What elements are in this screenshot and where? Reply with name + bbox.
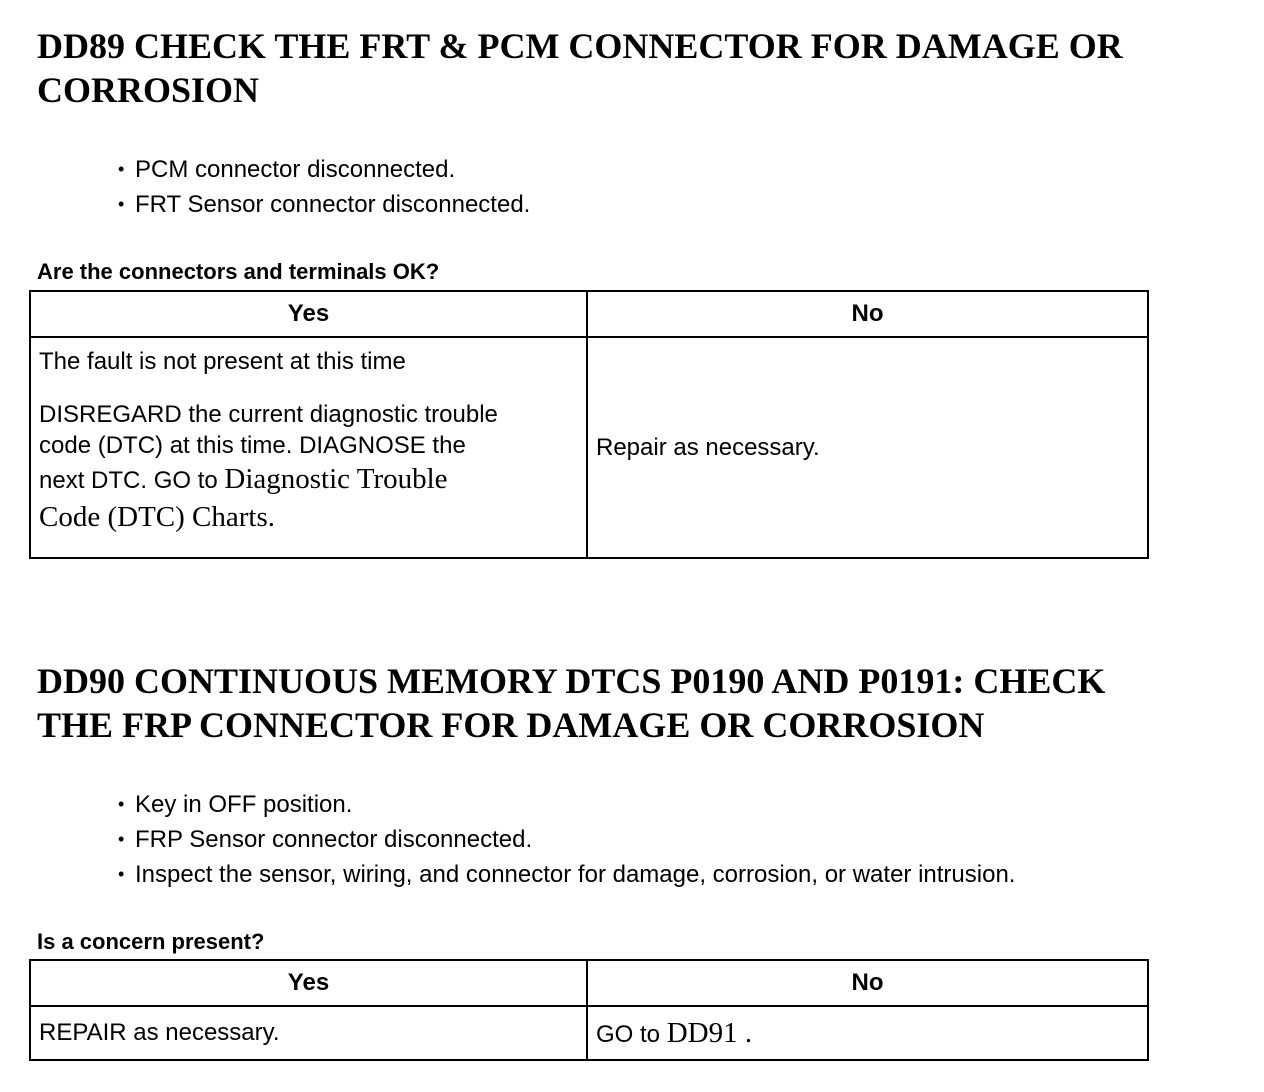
no-column-header: No	[587, 960, 1148, 1006]
bullet-icon: •	[118, 794, 125, 814]
list-item	[118, 822, 1015, 857]
table-row	[30, 337, 1148, 558]
yes-column-header: Yes	[30, 960, 587, 1006]
dd90-heading-line1: DD90 CONTINUOUS MEMORY DTCS P0190 AND P0191: CHECK	[37, 661, 1106, 701]
bullet-icon: •	[118, 829, 125, 849]
list-item-text: FRT Sensor connector disconnected.	[135, 191, 531, 218]
yes-cell-line: DISREGARD the current diagnostic trouble	[39, 401, 498, 428]
yes-column-header: Yes	[30, 291, 587, 337]
dtc-charts-link[interactable]: Diagnostic Trouble	[224, 463, 448, 495]
list-item-text: FRP Sensor connector disconnected.	[135, 826, 533, 853]
dd89-heading	[37, 24, 1237, 112]
list-item	[118, 787, 1015, 822]
table-header-row	[30, 291, 1148, 337]
yes-cell-line: The fault is not present at this time	[39, 348, 406, 375]
dd90-heading	[37, 659, 1237, 747]
dd89-result-table	[29, 290, 1149, 559]
bullet-icon: •	[118, 864, 125, 884]
dd89-question: Are the connectors and terminals OK?	[37, 259, 440, 284]
yes-cell-line	[39, 461, 578, 499]
dtc-charts-link-cont[interactable]: Code (DTC) Charts	[39, 501, 268, 533]
dd90-question: Is a concern present?	[37, 929, 265, 954]
no-cell: Repair as necessary.	[587, 337, 1148, 558]
yes-cell	[30, 337, 587, 558]
dd91-link[interactable]: DD91	[666, 1016, 738, 1049]
dd89-heading-line1: DD89 CHECK THE FRT & PCM CONNECTOR FOR DAMAGE OR	[37, 26, 1123, 66]
bullet-icon: •	[118, 159, 125, 179]
goto-text: next DTC. GO to	[39, 467, 225, 494]
list-item-text: PCM connector disconnected.	[135, 156, 456, 183]
list-item	[118, 187, 530, 222]
dd90-heading-line2: THE FRP CONNECTOR FOR DAMAGE OR CORROSION	[37, 705, 985, 745]
dd90-result-table	[29, 959, 1149, 1061]
goto-text: GO to	[596, 1020, 667, 1048]
yes-cell: REPAIR as necessary.	[30, 1006, 587, 1060]
no-column-header: No	[587, 291, 1148, 337]
table-header-row	[30, 960, 1148, 1006]
dd89-conditions-list	[118, 152, 530, 222]
table-row	[30, 1006, 1148, 1060]
no-cell	[587, 1006, 1148, 1060]
list-item-text: Key in OFF position.	[135, 791, 353, 818]
yes-cell-line	[39, 499, 578, 537]
list-item	[118, 857, 1015, 892]
period-text: .	[737, 1016, 753, 1049]
bullet-icon: •	[118, 194, 125, 214]
list-item-text: Inspect the sensor, wiring, and connector for damage, corrosion, or water intrusion.	[135, 861, 1016, 888]
list-item	[118, 152, 530, 187]
period-text: .	[267, 501, 275, 533]
dd90-conditions-list	[118, 787, 1015, 892]
dd89-heading-line2: CORROSION	[37, 70, 260, 110]
yes-cell-line: code (DTC) at this time. DIAGNOSE the	[39, 432, 466, 459]
